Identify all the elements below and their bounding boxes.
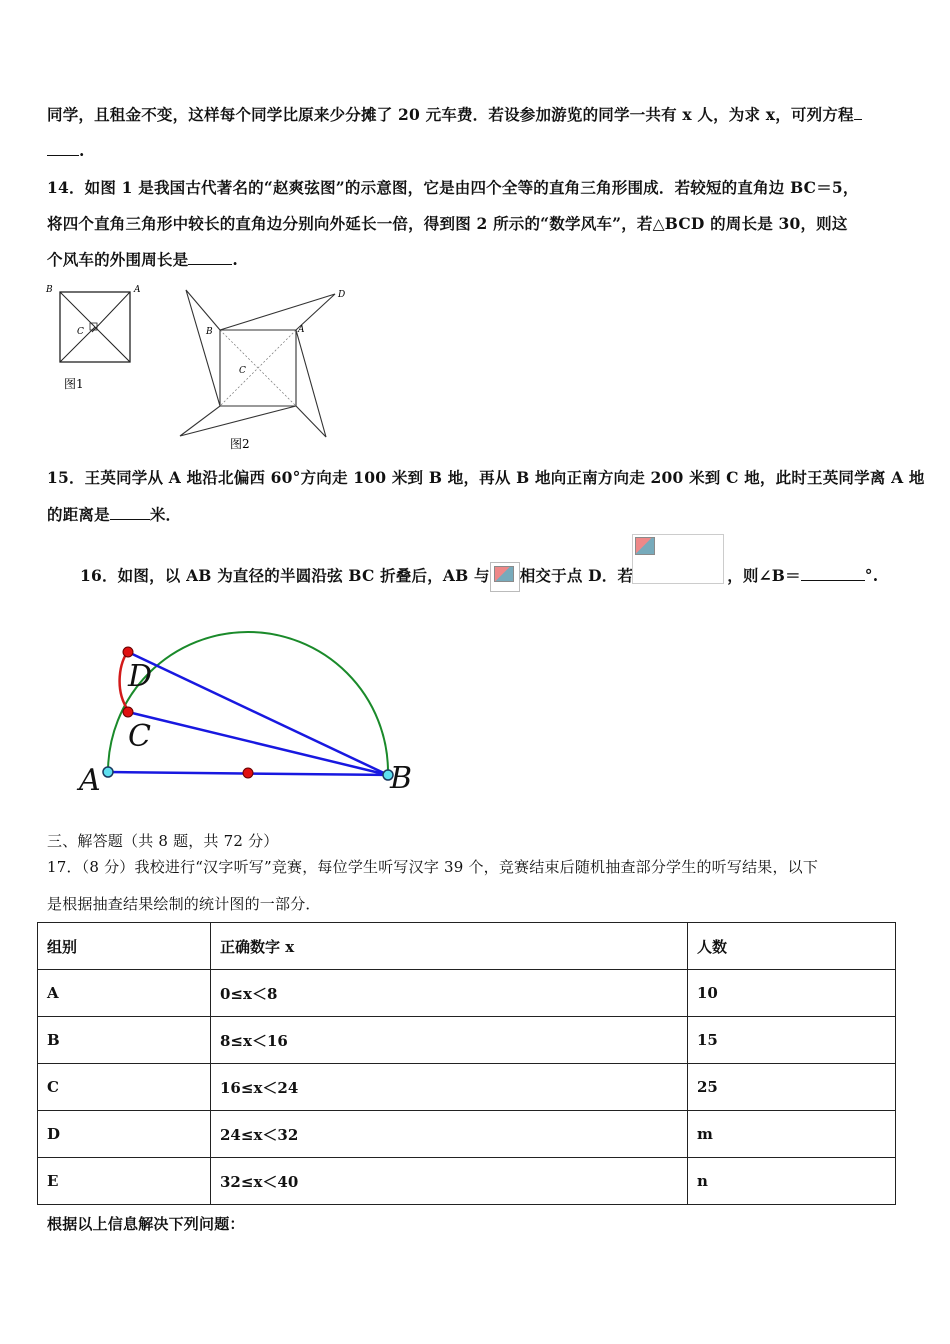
windmill-blade	[296, 330, 326, 437]
windmill-blade	[186, 290, 220, 406]
point-a	[103, 767, 113, 777]
q16-line: 16．如图，以 AB 为直径的半圆沿弦 BC 折叠后，AB 与 相交于点 D．若 ，则∠B＝ °.	[80, 562, 878, 592]
label-d: D	[338, 290, 346, 300]
table-cell: m	[688, 1111, 896, 1158]
chord-bc	[128, 712, 388, 775]
label-b: B	[390, 761, 413, 796]
table-header-row	[38, 923, 896, 970]
figure-1-zhao-shuang-diagram	[40, 280, 150, 395]
table-header-cell: 组别	[38, 923, 211, 970]
point-d	[123, 647, 133, 657]
fig1-caption: 图1	[64, 377, 84, 391]
table-cell: n	[688, 1158, 896, 1205]
q13-line2: .	[47, 141, 85, 160]
table-row	[38, 970, 896, 1017]
table-cell: D	[38, 1111, 211, 1158]
table-cell: A	[38, 970, 211, 1017]
figure-2-math-windmill	[170, 282, 365, 454]
q15-line1: 15．王英同学从 A 地沿北偏西 60°方向走 100 米到 B 地，再从 B 地向正南方向走 200 米到 C 地，此时王英同学离 A 地	[47, 468, 925, 487]
table-row	[38, 1017, 896, 1064]
table-row	[38, 1111, 896, 1158]
table-cell: 16≤x＜24	[211, 1064, 688, 1111]
label-b: B	[206, 327, 213, 337]
center-point	[243, 768, 253, 778]
windmill-blade	[220, 294, 335, 330]
table-cell: 25	[688, 1064, 896, 1111]
label-c: C	[128, 719, 151, 754]
label-a: A	[79, 763, 101, 798]
point-c	[123, 707, 133, 717]
table-cell: C	[38, 1064, 211, 1111]
table-cell: 10	[688, 970, 896, 1017]
table-cell: B	[38, 1017, 211, 1064]
fig2-caption: 图2	[230, 437, 250, 451]
section-heading: 三、解答题（共 8 题，共 72 分）	[47, 832, 279, 850]
label-a: A	[134, 285, 141, 295]
table-cell: 15	[688, 1017, 896, 1064]
q15-line2: 的距离是 米．	[47, 505, 182, 524]
answer-blank	[854, 118, 862, 120]
table-header-cell: 正确数字 x	[211, 923, 688, 970]
label-c: C	[239, 366, 246, 376]
answer-blank	[47, 154, 79, 156]
q14-line1: 14．如图 1 是我国古代著名的“赵爽弦图”的示意图，它是由四个全等的直角三角形围成．若较短的直角边 BC＝5，	[47, 178, 859, 197]
q14-line3: 个风车的外围周长是 .	[47, 250, 238, 269]
q17-after: 根据以上信息解决下列问题：	[47, 1215, 245, 1233]
answer-blank	[801, 579, 865, 581]
missing-image-placeholder	[632, 534, 724, 584]
table-row	[38, 1064, 896, 1111]
table-cell: 32≤x＜40	[211, 1158, 688, 1205]
triangle-edge	[60, 292, 95, 327]
missing-image-icon	[490, 562, 520, 592]
q17-line1: 17．（8 分）我校进行“汉字听写”竞赛，每位学生听写汉字 39 个，竞赛结束后随机抽查部分学生的听写结果，以下	[47, 858, 819, 876]
q13-line1: 同学，且租金不变，这样每个同学比原来少分摊了 20 元车费．若设参加游览的同学一共有 x 人，为求 x，可列方程	[47, 103, 862, 125]
missing-image-icon	[635, 537, 655, 555]
table-cell: 0≤x＜8	[211, 970, 688, 1017]
segment-bd	[128, 652, 388, 775]
triangle-edge	[92, 292, 130, 332]
label-c: C	[77, 327, 84, 337]
results-table	[37, 922, 896, 1205]
answer-blank	[110, 518, 150, 520]
q14-line2: 将四个直角三角形中较长的直角边分别向外延长一倍，得到图 2 所示的“数学风车”，若△BCD 的周长是 30，则这	[47, 214, 848, 233]
table-cell: 24≤x＜32	[211, 1111, 688, 1158]
triangle-edge	[95, 327, 130, 362]
table-cell: 8≤x＜16	[211, 1017, 688, 1064]
q17-line2: 是根据抽查结果绘制的统计图的一部分．	[47, 895, 321, 913]
semicircle-fold-figure	[70, 620, 430, 805]
answer-blank	[188, 263, 232, 265]
label-b: B	[46, 285, 53, 295]
table-header-cell: 人数	[688, 923, 896, 970]
table-cell: E	[38, 1158, 211, 1205]
table-row	[38, 1158, 896, 1205]
label-d: D	[128, 659, 153, 694]
label-a: A	[298, 325, 305, 335]
windmill-blade	[180, 406, 296, 436]
